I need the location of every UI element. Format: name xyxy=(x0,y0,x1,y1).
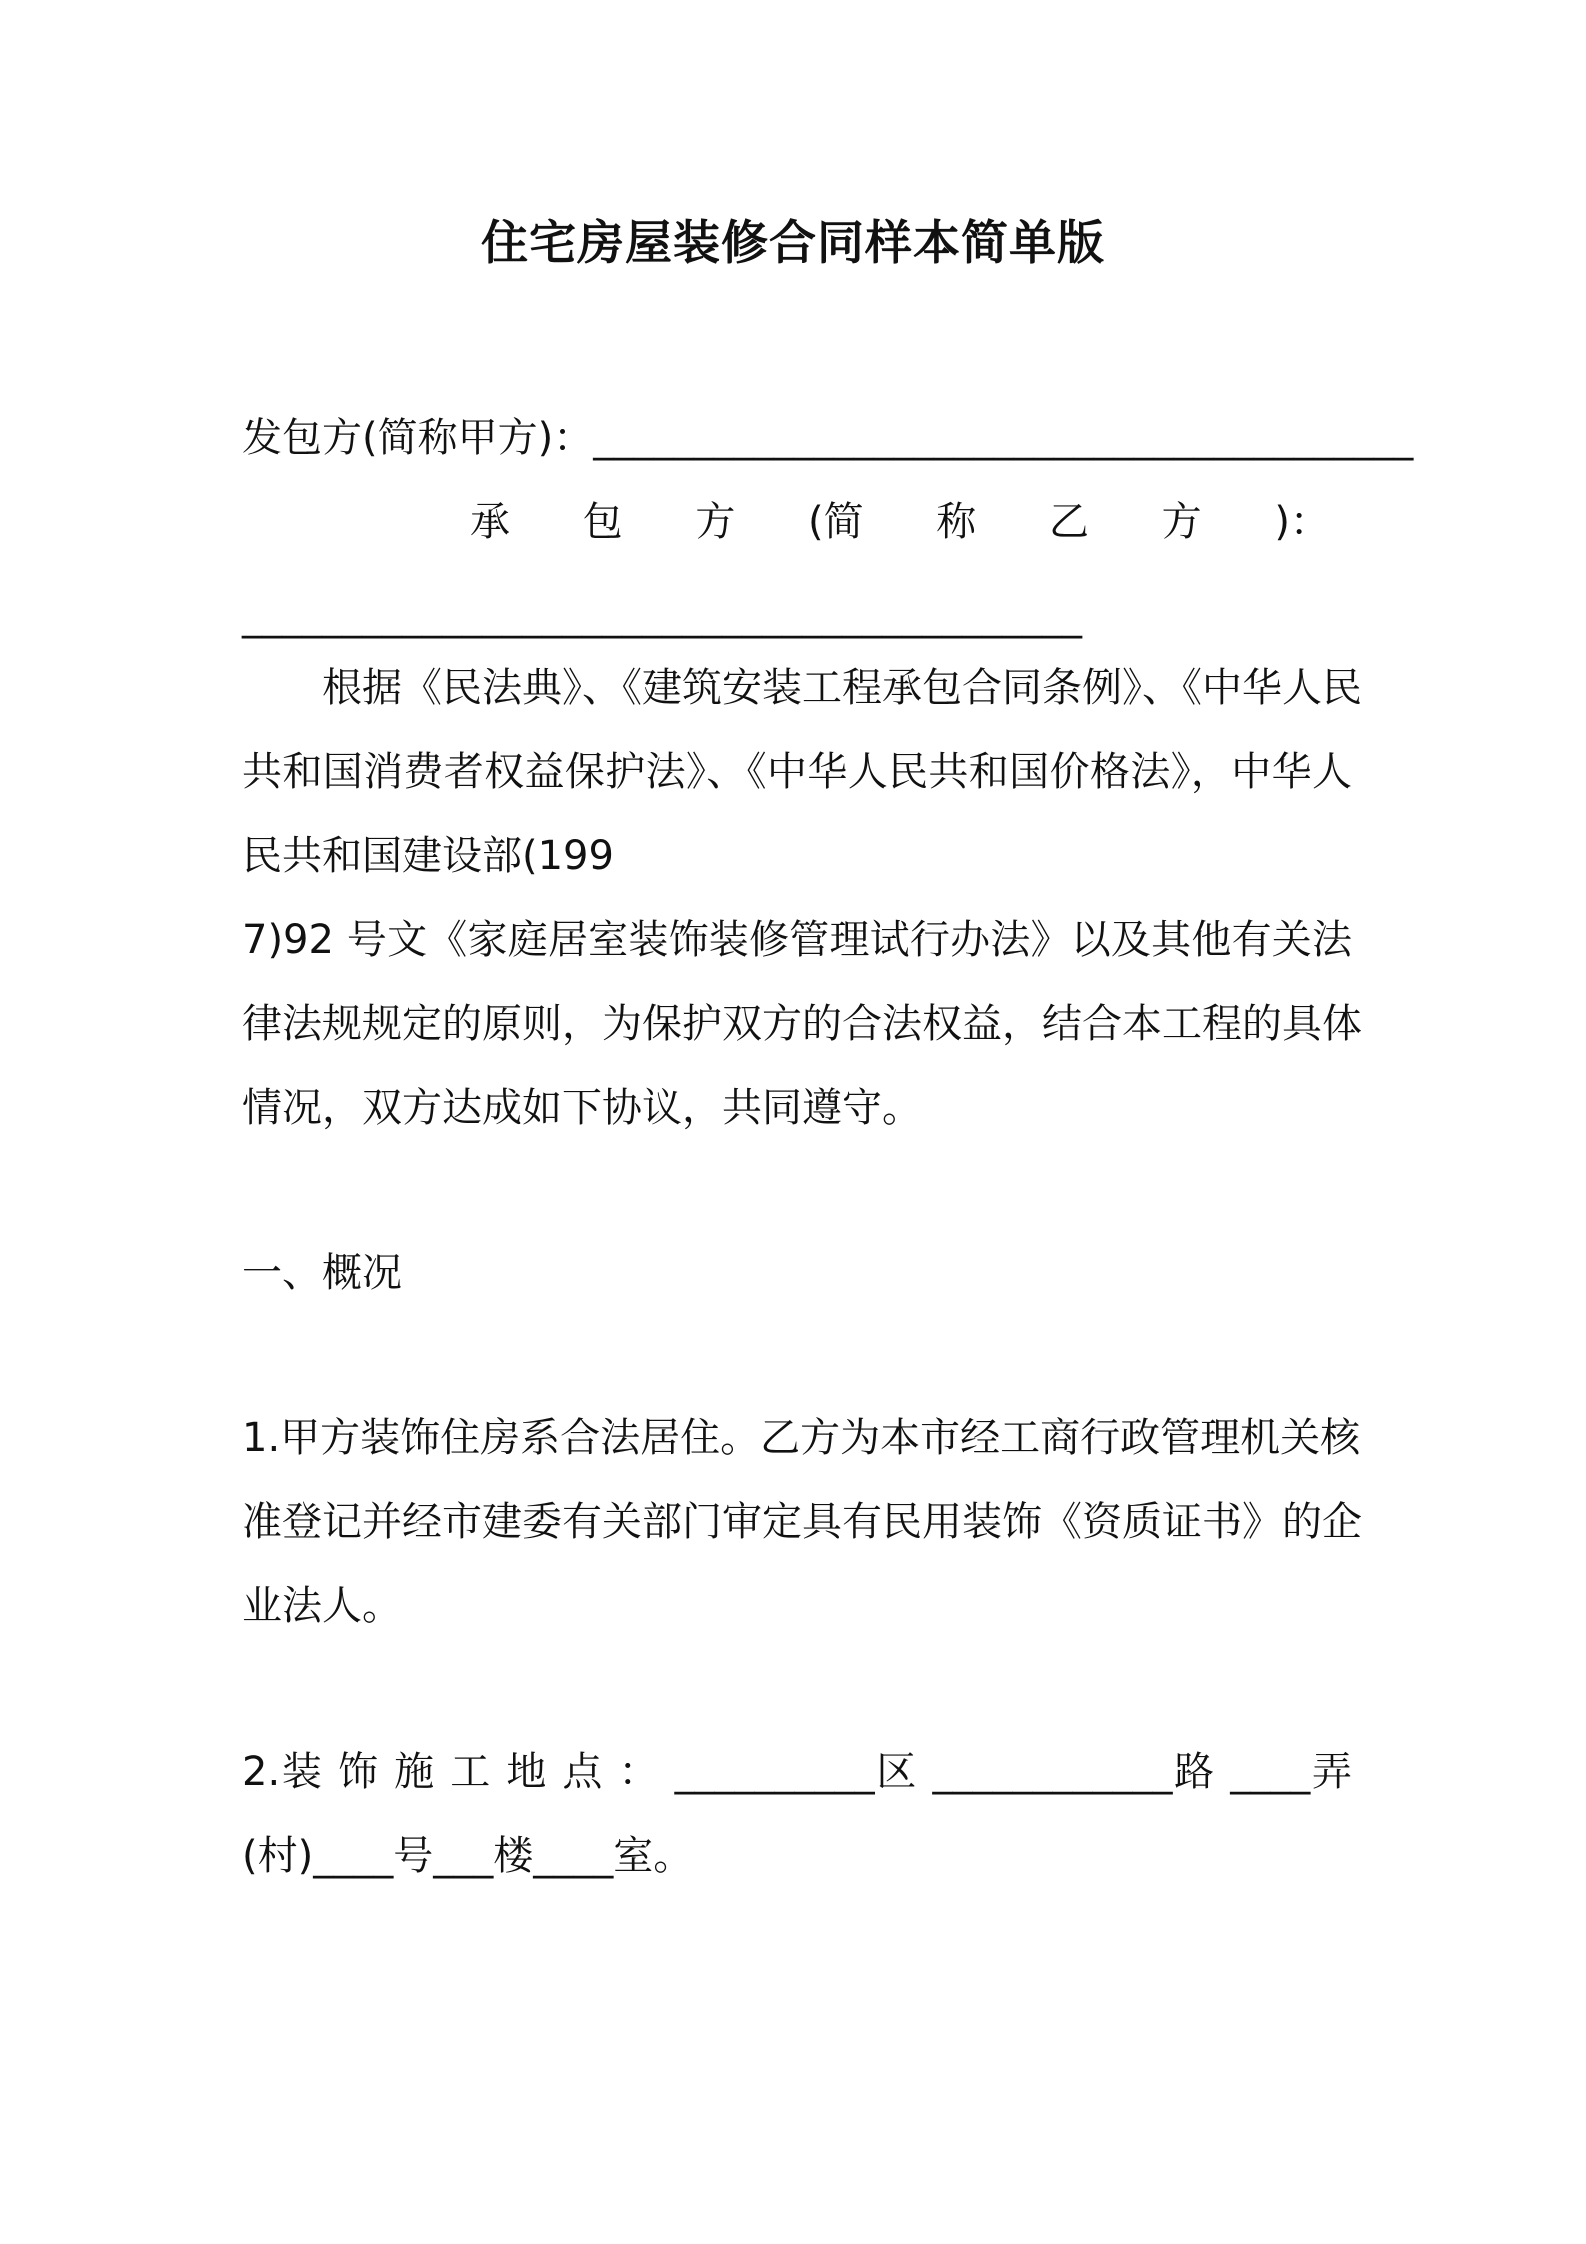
preamble-line: 根据《民法典》、《建筑安装工程承包合同条例》、《中华人民 xyxy=(322,665,1362,711)
clause-1-line: 1.甲方装饰住房系合法居住。乙方为本市经工商行政管理机关核 xyxy=(242,1415,1361,1461)
party-b-char: 乙 xyxy=(1048,499,1089,545)
document-title: 住宅房屋装修合同样本简单版 xyxy=(481,216,1105,271)
preamble-line: 7)92 号文《家庭居室装饰装修管理试行办法》以及其他有关法 xyxy=(242,917,1352,963)
party-b-blank: __________________________________________ xyxy=(242,593,1082,639)
preamble-line: 律法规规定的原则，为保护双方的合法权益，结合本工程的具体 xyxy=(242,1001,1362,1047)
party-b-char: )： xyxy=(1274,499,1330,545)
preamble-line: 情况，双方达成如下协议，共同遵守。 xyxy=(242,1085,922,1131)
party-b-char: 称 xyxy=(936,499,977,545)
party-b-label xyxy=(470,494,1330,550)
clause-2-address-line: (村)____号___楼____室。 xyxy=(242,1833,694,1879)
preamble-line: 民共和国建设部(199 xyxy=(242,833,614,879)
section-heading-overview: 一、概况 xyxy=(242,1250,402,1296)
party-b-char: 方 xyxy=(695,499,736,545)
party-b-char: 包 xyxy=(582,499,623,545)
clause-2-address-line: 2.装 饰 施 工 地 点 ： __________区 ____________路 ____弄 xyxy=(242,1749,1352,1795)
clause-1-line: 准登记并经市建委有关部门审定具有民用装饰《资质证书》的企 xyxy=(242,1499,1362,1545)
party-b-char: 承 xyxy=(470,499,510,545)
clause-1-line: 业法人。 xyxy=(242,1583,402,1629)
party-b-char: 方 xyxy=(1161,499,1202,545)
preamble-line: 共和国消费者权益保护法》、《中华人民共和国价格法》，中华人 xyxy=(242,749,1352,795)
party-a-line: 发包方(简称甲方)：_________________________________________ xyxy=(242,415,1414,461)
party-b-char: (简 xyxy=(808,499,864,545)
